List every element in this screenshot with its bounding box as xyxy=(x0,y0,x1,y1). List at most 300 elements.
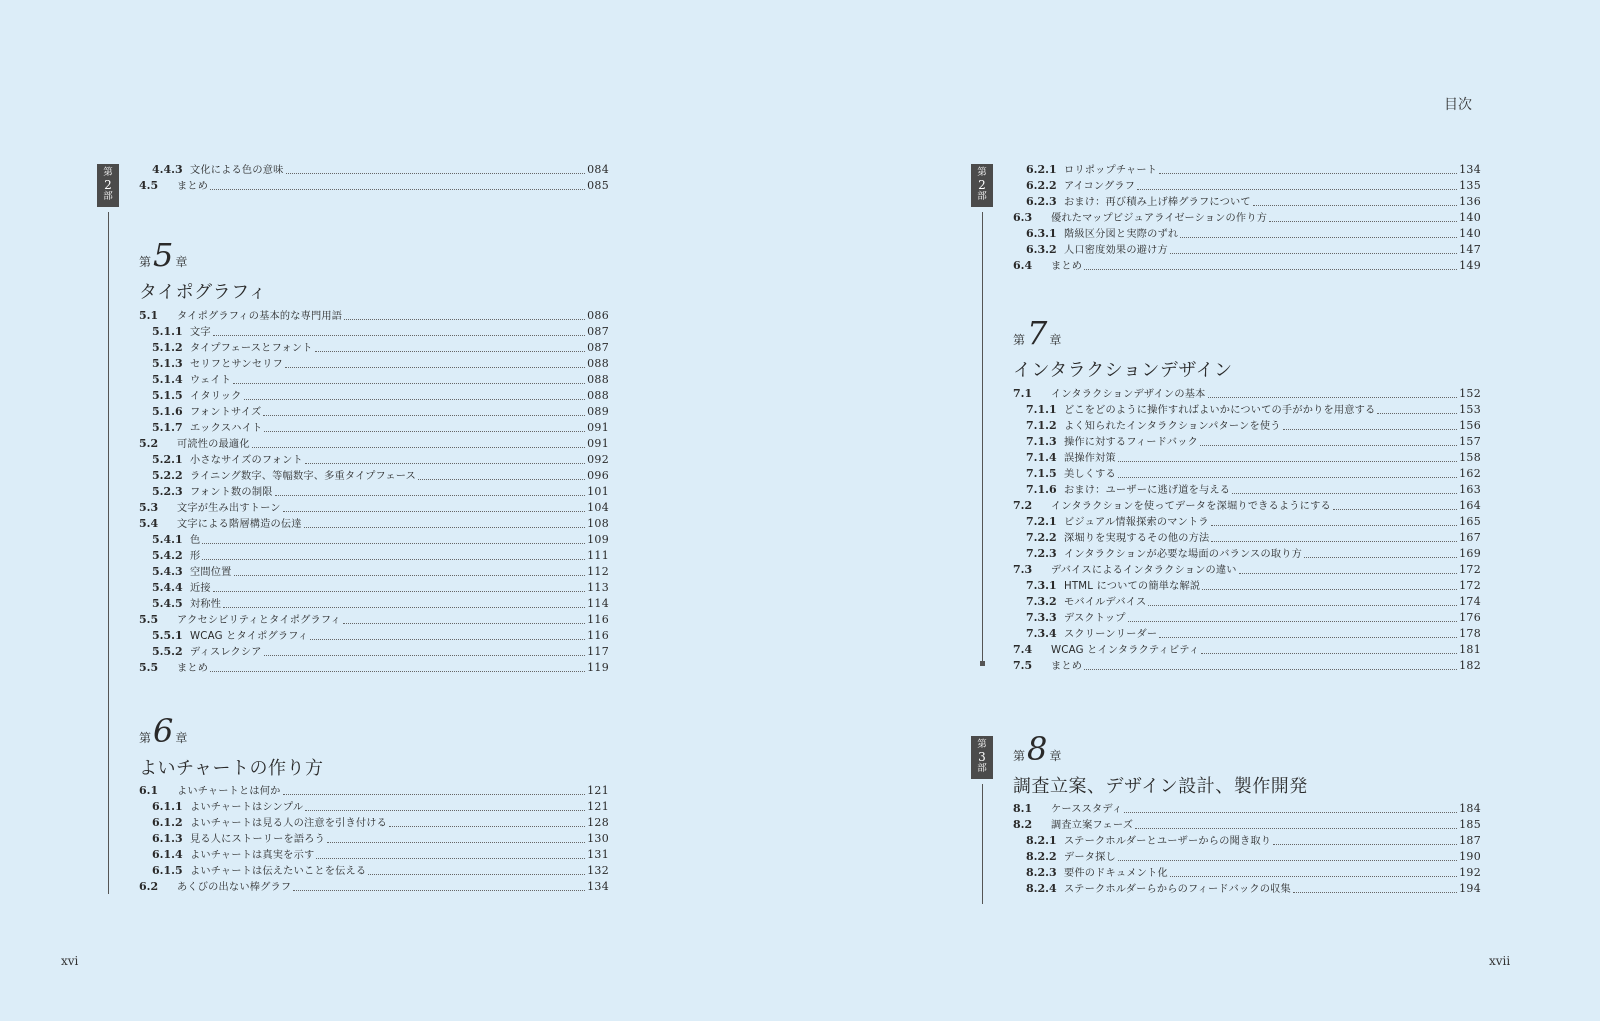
toc-section-title: 可読性の最適化 xyxy=(177,439,250,450)
toc-leader-dots xyxy=(210,671,585,672)
toc-page-number: 135 xyxy=(1459,179,1481,192)
toc-leader-dots xyxy=(283,511,585,512)
part-tab-number: 2 xyxy=(978,178,986,192)
toc-entry[interactable] xyxy=(139,660,609,676)
toc-leader-dots xyxy=(1269,221,1457,222)
toc-entry[interactable] xyxy=(139,162,609,178)
toc-leader-dots xyxy=(305,463,585,464)
toc-section-title: 色 xyxy=(190,535,201,546)
toc-section-number: 5.4.5 xyxy=(152,597,183,610)
chapter-suffix: 章 xyxy=(175,255,188,269)
toc-section-number: 5.2.3 xyxy=(152,485,183,498)
toc-entry[interactable] xyxy=(1013,626,1481,642)
toc-section-number: 8.2.1 xyxy=(1026,834,1057,847)
toc-section-title: ステークホルダーらからのフィードバックの収集 xyxy=(1064,884,1291,895)
toc-page-number: 113 xyxy=(587,581,609,594)
toc-leader-dots xyxy=(213,591,585,592)
chapter-label xyxy=(1013,730,1308,768)
toc-leader-dots xyxy=(1304,557,1457,558)
toc-entry[interactable] xyxy=(139,783,609,799)
toc-entry[interactable] xyxy=(1013,594,1481,610)
toc-block-chapter-5 xyxy=(139,308,609,676)
toc-entry[interactable] xyxy=(139,532,609,548)
chapter-prefix: 第 xyxy=(1013,749,1026,763)
toc-leader-dots xyxy=(234,575,586,576)
toc-section-number: 7.3.4 xyxy=(1026,627,1057,640)
toc-entry[interactable] xyxy=(1013,498,1481,514)
toc-section-title: 形 xyxy=(190,551,201,562)
part-vertical-rule xyxy=(982,784,983,904)
chapter-title: インタラクションデザイン xyxy=(1013,360,1233,381)
toc-page-number: 132 xyxy=(587,864,609,877)
part-tab-number: 2 xyxy=(104,178,112,192)
toc-entry[interactable] xyxy=(1013,242,1481,258)
toc-section-number: 7.1.5 xyxy=(1026,467,1057,480)
toc-page-number: 181 xyxy=(1459,643,1481,656)
toc-entry[interactable] xyxy=(139,388,609,404)
part-tab-prefix: 第 xyxy=(977,739,987,750)
toc-section-number: 8.2.4 xyxy=(1026,882,1057,895)
toc-page-number: 140 xyxy=(1459,227,1481,240)
toc-entry[interactable] xyxy=(139,847,609,863)
toc-section-title: スクリーンリーダー xyxy=(1064,629,1158,640)
toc-entry[interactable] xyxy=(139,863,609,879)
toc-section-title: あくびの出ない棒グラフ xyxy=(177,882,292,893)
toc-page-number: 116 xyxy=(587,629,609,642)
part-tab-prefix: 第 xyxy=(977,167,987,178)
toc-entry[interactable] xyxy=(1013,642,1481,658)
toc-section-number: 6.1.4 xyxy=(152,848,183,861)
toc-page-number: 169 xyxy=(1459,547,1481,560)
toc-page-number: 131 xyxy=(587,848,609,861)
toc-page-number: 153 xyxy=(1459,403,1481,416)
toc-leader-dots xyxy=(202,559,585,560)
toc-section-number: 6.1.3 xyxy=(152,832,183,845)
toc-page-number: 108 xyxy=(587,517,609,530)
toc-entry[interactable] xyxy=(139,596,609,612)
toc-page-number: 167 xyxy=(1459,531,1481,544)
toc-entry[interactable] xyxy=(1013,386,1481,402)
toc-leader-dots xyxy=(304,527,585,528)
toc-leader-dots xyxy=(344,319,585,320)
toc-section-title: 近接 xyxy=(190,583,211,594)
toc-section-title: ステークホルダーとユーザーからの聞き取り xyxy=(1064,836,1272,847)
toc-page-number: 085 xyxy=(587,179,609,192)
toc-section-title: ロリポップチャート xyxy=(1064,165,1158,176)
toc-section-title: よいチャートは伝えたいことを伝える xyxy=(190,866,367,877)
chapter-title: タイポグラフィ xyxy=(139,282,267,303)
toc-section-number: 5.3 xyxy=(139,501,159,514)
toc-section-title: 小さなサイズのフォント xyxy=(190,455,303,466)
toc-page-number: 089 xyxy=(587,405,609,418)
toc-section-title: 文字が生み出すトーン xyxy=(177,503,281,514)
toc-page-number: 172 xyxy=(1459,579,1481,592)
toc-section-number: 6.1.5 xyxy=(152,864,183,877)
toc-section-number: 5.1 xyxy=(139,309,159,322)
toc-leader-dots xyxy=(1211,541,1457,542)
toc-page-number: 182 xyxy=(1459,659,1481,672)
toc-entry[interactable] xyxy=(1013,865,1481,881)
toc-leader-dots xyxy=(1211,525,1457,526)
toc-entry[interactable] xyxy=(1013,801,1481,817)
toc-leader-dots xyxy=(286,173,586,174)
toc-leader-dots xyxy=(1283,429,1457,430)
toc-block-top-left xyxy=(139,162,609,194)
toc-section-title: デバイスによるインタラクションの違い xyxy=(1051,565,1237,576)
toc-section-title: WCAG とタイポグラフィ xyxy=(190,631,309,642)
part-tab-right-3 xyxy=(971,736,993,779)
toc-section-title: 見る人にストーリーを語ろう xyxy=(190,834,326,845)
toc-page-number: 174 xyxy=(1459,595,1481,608)
toc-page-number: 084 xyxy=(587,163,609,176)
chapter-title: よいチャートの作り方 xyxy=(139,758,324,779)
toc-page-number: 136 xyxy=(1459,195,1481,208)
toc-leader-dots xyxy=(1128,621,1457,622)
toc-leader-dots xyxy=(283,794,586,795)
toc-page-number: 162 xyxy=(1459,467,1481,480)
toc-block-chapter-8 xyxy=(1013,801,1481,897)
toc-leader-dots xyxy=(1084,669,1457,670)
toc-page-number: 092 xyxy=(587,453,609,466)
chapter-number: 8 xyxy=(1027,730,1048,768)
toc-entry[interactable] xyxy=(139,484,609,500)
toc-section-title: よいチャートはシンプル xyxy=(190,802,304,813)
toc-entry[interactable] xyxy=(139,644,609,660)
toc-entry[interactable] xyxy=(1013,546,1481,562)
toc-leader-dots xyxy=(1293,892,1457,893)
toc-entry[interactable] xyxy=(139,879,609,895)
toc-entry[interactable] xyxy=(1013,849,1481,865)
toc-entry[interactable] xyxy=(139,420,609,436)
toc-entry[interactable] xyxy=(1013,514,1481,530)
toc-section-title: よく知られたインタラクションパターンを使う xyxy=(1064,421,1281,432)
toc-page-number: 147 xyxy=(1459,243,1481,256)
toc-entry[interactable] xyxy=(139,340,609,356)
toc-entry[interactable] xyxy=(139,356,609,372)
chapter-prefix: 第 xyxy=(139,731,152,745)
chapter-6-heading xyxy=(139,712,324,780)
toc-section-title: よいチャートとは何か xyxy=(177,786,281,797)
toc-section-number: 7.4 xyxy=(1013,643,1033,656)
toc-section-number: 7.1.2 xyxy=(1026,419,1057,432)
toc-leader-dots xyxy=(1118,477,1457,478)
toc-section-number: 8.2.3 xyxy=(1026,866,1057,879)
toc-entry[interactable] xyxy=(139,436,609,452)
toc-leader-dots xyxy=(389,826,585,827)
toc-section-title: 対称性 xyxy=(190,599,222,610)
toc-entry[interactable] xyxy=(1013,402,1481,418)
toc-leader-dots xyxy=(1118,461,1457,462)
toc-entry[interactable] xyxy=(1013,578,1481,594)
chapter-prefix: 第 xyxy=(139,255,152,269)
toc-entry[interactable] xyxy=(139,612,609,628)
toc-section-title: 人口密度効果の避け方 xyxy=(1064,245,1168,256)
toc-section-title: よいチャートは真実を示す xyxy=(190,850,315,861)
toc-entry[interactable] xyxy=(139,831,609,847)
toc-block-chapter-6 xyxy=(139,783,609,895)
running-head: 目次 xyxy=(1444,97,1472,113)
toc-page-number: 101 xyxy=(587,485,609,498)
toc-entry[interactable] xyxy=(139,404,609,420)
toc-section-title: 深堀りを実現するその他の方法 xyxy=(1064,533,1210,544)
toc-leader-dots xyxy=(1208,397,1458,398)
toc-section-title: イタリック xyxy=(190,391,242,402)
toc-page-number: 091 xyxy=(587,437,609,450)
toc-section-number: 5.4.2 xyxy=(152,549,183,562)
chapter-suffix: 章 xyxy=(1049,333,1062,347)
toc-page-number: 163 xyxy=(1459,483,1481,496)
toc-section-title: 美しくする xyxy=(1064,469,1116,480)
toc-section-number: 6.1 xyxy=(139,784,159,797)
toc-leader-dots xyxy=(1170,876,1457,877)
toc-page-number: 194 xyxy=(1459,882,1481,895)
toc-section-title: 操作に対するフィードバック xyxy=(1064,437,1199,448)
toc-page-number: 117 xyxy=(587,645,609,658)
chapter-title: 調査立案、デザイン設計、製作開発 xyxy=(1013,776,1308,797)
toc-page-number: 184 xyxy=(1459,802,1481,815)
toc-entry[interactable] xyxy=(1013,658,1481,674)
toc-leader-dots xyxy=(223,607,585,608)
toc-leader-dots xyxy=(263,415,585,416)
toc-entry[interactable] xyxy=(1013,466,1481,482)
toc-section-number: 8.2 xyxy=(1013,818,1033,831)
toc-leader-dots xyxy=(343,623,585,624)
toc-section-title: アイコングラフ xyxy=(1064,181,1136,192)
toc-page-number: 096 xyxy=(587,469,609,482)
toc-page-number: 140 xyxy=(1459,211,1481,224)
toc-section-number: 6.3.2 xyxy=(1026,243,1057,256)
toc-leader-dots xyxy=(1232,493,1457,494)
toc-entry[interactable] xyxy=(1013,178,1481,194)
toc-section-number: 5.2 xyxy=(139,437,159,450)
toc-section-title: 優れたマップビジュアライゼーションの作り方 xyxy=(1051,213,1268,224)
toc-leader-dots xyxy=(305,810,585,811)
toc-entry[interactable] xyxy=(139,324,609,340)
toc-leader-dots xyxy=(310,639,585,640)
toc-section-number: 5.2.2 xyxy=(152,469,183,482)
toc-leader-dots xyxy=(264,431,585,432)
toc-entry[interactable] xyxy=(1013,450,1481,466)
toc-entry[interactable] xyxy=(1013,482,1481,498)
toc-leader-dots xyxy=(1239,573,1457,574)
toc-section-number: 6.2.2 xyxy=(1026,179,1057,192)
toc-section-number: 5.1.6 xyxy=(152,405,183,418)
chapter-suffix: 章 xyxy=(175,731,188,745)
toc-page-number: 087 xyxy=(587,341,609,354)
toc-section-title: タイポグラフィの基本的な専門用語 xyxy=(177,311,343,322)
toc-entry[interactable] xyxy=(139,372,609,388)
part-tab-prefix: 第 xyxy=(103,167,113,178)
toc-entry[interactable] xyxy=(139,548,609,564)
toc-section-title: HTML についての簡単な解説 xyxy=(1064,581,1201,592)
toc-page-number: 087 xyxy=(587,325,609,338)
chapter-8-heading xyxy=(1013,730,1308,798)
toc-section-title: ビジュアル情報探索のマントラ xyxy=(1064,517,1209,528)
toc-entry[interactable] xyxy=(1013,258,1481,274)
toc-entry[interactable] xyxy=(139,178,609,194)
toc-entry[interactable] xyxy=(1013,530,1481,546)
toc-block-chapter-7 xyxy=(1013,386,1481,674)
toc-section-number: 7.1.4 xyxy=(1026,451,1057,464)
toc-section-title: どこをどのように操作すればよいかについての手がかりを用意する xyxy=(1064,405,1376,416)
toc-section-title: まとめ xyxy=(177,663,209,674)
chapter-label xyxy=(139,712,323,750)
toc-page-number: 172 xyxy=(1459,563,1481,576)
toc-section-number: 5.1.3 xyxy=(152,357,183,370)
toc-leader-dots xyxy=(1200,445,1457,446)
toc-section-number: 5.4.3 xyxy=(152,565,183,578)
toc-entry[interactable] xyxy=(1013,418,1481,434)
toc-leader-dots xyxy=(264,655,585,656)
toc-section-number: 7.1.1 xyxy=(1026,403,1057,416)
toc-section-number: 7.2 xyxy=(1013,499,1033,512)
toc-entry[interactable] xyxy=(1013,817,1481,833)
toc-section-title: 空間位置 xyxy=(190,567,232,578)
toc-page-number: 086 xyxy=(587,309,609,322)
toc-leader-dots xyxy=(1201,653,1457,654)
toc-entry[interactable] xyxy=(1013,881,1481,897)
toc-section-title: インタラクションデザインの基本 xyxy=(1051,389,1206,400)
chapter-number: 7 xyxy=(1027,314,1048,352)
toc-page-number: 091 xyxy=(587,421,609,434)
toc-section-title: デスクトップ xyxy=(1064,613,1126,624)
toc-page-number: 192 xyxy=(1459,866,1481,879)
toc-section-number: 7.1 xyxy=(1013,387,1033,400)
toc-page-number: 164 xyxy=(1459,499,1481,512)
toc-section-title: 文字による階層構造の伝達 xyxy=(177,519,302,530)
toc-leader-dots xyxy=(244,399,586,400)
toc-section-title: WCAG とインタラクティビティ xyxy=(1051,645,1200,656)
toc-leader-dots xyxy=(1124,812,1457,813)
toc-section-number: 6.2.3 xyxy=(1026,195,1057,208)
toc-page-number: 185 xyxy=(1459,818,1481,831)
toc-page-number: 119 xyxy=(587,661,609,674)
toc-leader-dots xyxy=(316,858,585,859)
toc-leader-dots xyxy=(252,447,585,448)
chapter-number: 5 xyxy=(153,236,174,274)
toc-section-number: 5.1.4 xyxy=(152,373,183,386)
toc-page-number: 156 xyxy=(1459,419,1481,432)
chapter-label xyxy=(1013,314,1233,352)
toc-section-number: 5.1.7 xyxy=(152,421,183,434)
toc-page-number: 121 xyxy=(587,800,609,813)
toc-leader-dots xyxy=(315,351,585,352)
toc-section-title: エックスハイト xyxy=(190,423,263,434)
toc-page-number: 104 xyxy=(587,501,609,514)
toc-section-title: おまけ：再び積み上げ棒グラフについて xyxy=(1064,197,1251,208)
toc-section-title: まとめ xyxy=(1051,661,1083,672)
chapter-5-heading xyxy=(139,236,267,304)
toc-entry[interactable] xyxy=(1013,162,1481,178)
toc-section-number: 7.1.6 xyxy=(1026,483,1057,496)
toc-leader-dots xyxy=(327,842,585,843)
toc-page-number: 088 xyxy=(587,373,609,386)
toc-page-number: 178 xyxy=(1459,627,1481,640)
toc-section-title: フォント数の制限 xyxy=(190,487,273,498)
toc-entry[interactable] xyxy=(139,452,609,468)
toc-section-number: 7.3.3 xyxy=(1026,611,1057,624)
toc-leader-dots xyxy=(1148,605,1457,606)
toc-section-title: ディスレクシア xyxy=(190,647,262,658)
toc-section-number: 6.2.1 xyxy=(1026,163,1057,176)
toc-section-title: データ探し xyxy=(1064,852,1116,863)
toc-entry[interactable] xyxy=(139,308,609,324)
toc-leader-dots xyxy=(285,367,585,368)
toc-section-number: 4.4.3 xyxy=(152,163,183,176)
toc-page-number: 134 xyxy=(1459,163,1481,176)
toc-leader-dots xyxy=(1118,860,1457,861)
toc-section-title: インタラクションを使ってデータを深堀りできるようにする xyxy=(1051,501,1331,512)
toc-section-number: 5.4.1 xyxy=(152,533,183,546)
toc-leader-dots xyxy=(1170,253,1457,254)
toc-leader-dots xyxy=(1377,413,1457,414)
toc-entry[interactable] xyxy=(139,500,609,516)
toc-section-number: 6.2 xyxy=(139,880,159,893)
toc-entry[interactable] xyxy=(1013,610,1481,626)
toc-entry[interactable] xyxy=(1013,434,1481,450)
toc-section-title: よいチャートは見る人の注意を引き付ける xyxy=(190,818,388,829)
toc-section-title: インタラクションが必要な場面のバランスの取り方 xyxy=(1064,549,1302,560)
toc-entry[interactable] xyxy=(139,580,609,596)
toc-block-top-right xyxy=(1013,162,1481,274)
toc-section-title: ウェイト xyxy=(190,375,232,386)
toc-section-number: 5.4 xyxy=(139,517,159,530)
toc-section-number: 5.4.4 xyxy=(152,581,183,594)
toc-entry[interactable] xyxy=(139,516,609,532)
toc-section-number: 7.2.2 xyxy=(1026,531,1057,544)
toc-section-number: 8.1 xyxy=(1013,802,1033,815)
part-tab-suffix: 部 xyxy=(977,763,987,774)
toc-section-title: タイプフェースとフォント xyxy=(190,343,313,354)
toc-entry[interactable] xyxy=(1013,226,1481,242)
toc-entry[interactable] xyxy=(1013,562,1481,578)
toc-page-number: 130 xyxy=(587,832,609,845)
part-vertical-rule xyxy=(982,212,983,664)
toc-page-number: 158 xyxy=(1459,451,1481,464)
toc-page-number: 088 xyxy=(587,357,609,370)
toc-section-title: まとめ xyxy=(177,181,209,192)
toc-entry[interactable] xyxy=(139,815,609,831)
toc-entry[interactable] xyxy=(1013,210,1481,226)
toc-section-number: 6.4 xyxy=(1013,259,1033,272)
toc-leader-dots xyxy=(1180,237,1457,238)
toc-section-title: フォントサイズ xyxy=(190,407,262,418)
toc-section-number: 4.5 xyxy=(139,179,159,192)
toc-leader-dots xyxy=(418,479,585,480)
toc-page-number: 109 xyxy=(587,533,609,546)
toc-entry[interactable] xyxy=(139,564,609,580)
toc-section-number: 7.3.2 xyxy=(1026,595,1057,608)
toc-section-number: 5.1.1 xyxy=(152,325,183,338)
toc-entry[interactable] xyxy=(139,799,609,815)
toc-section-number: 5.5.1 xyxy=(152,629,183,642)
part-tab-right-2 xyxy=(971,164,993,207)
part-tab-number: 3 xyxy=(978,750,986,764)
toc-page-number: 165 xyxy=(1459,515,1481,528)
toc-entry[interactable] xyxy=(139,468,609,484)
toc-section-title: おまけ：ユーザーに逃げ道を与える xyxy=(1064,485,1231,496)
toc-leader-dots xyxy=(1202,589,1457,590)
toc-section-number: 7.5 xyxy=(1013,659,1033,672)
toc-section-number: 5.5.2 xyxy=(152,645,183,658)
part-vertical-rule xyxy=(108,212,109,894)
toc-entry[interactable] xyxy=(1013,833,1481,849)
toc-section-number: 7.1.3 xyxy=(1026,435,1057,448)
toc-entry[interactable] xyxy=(139,628,609,644)
toc-entry[interactable] xyxy=(1013,194,1481,210)
toc-section-number: 7.3.1 xyxy=(1026,579,1057,592)
toc-leader-dots xyxy=(275,495,586,496)
